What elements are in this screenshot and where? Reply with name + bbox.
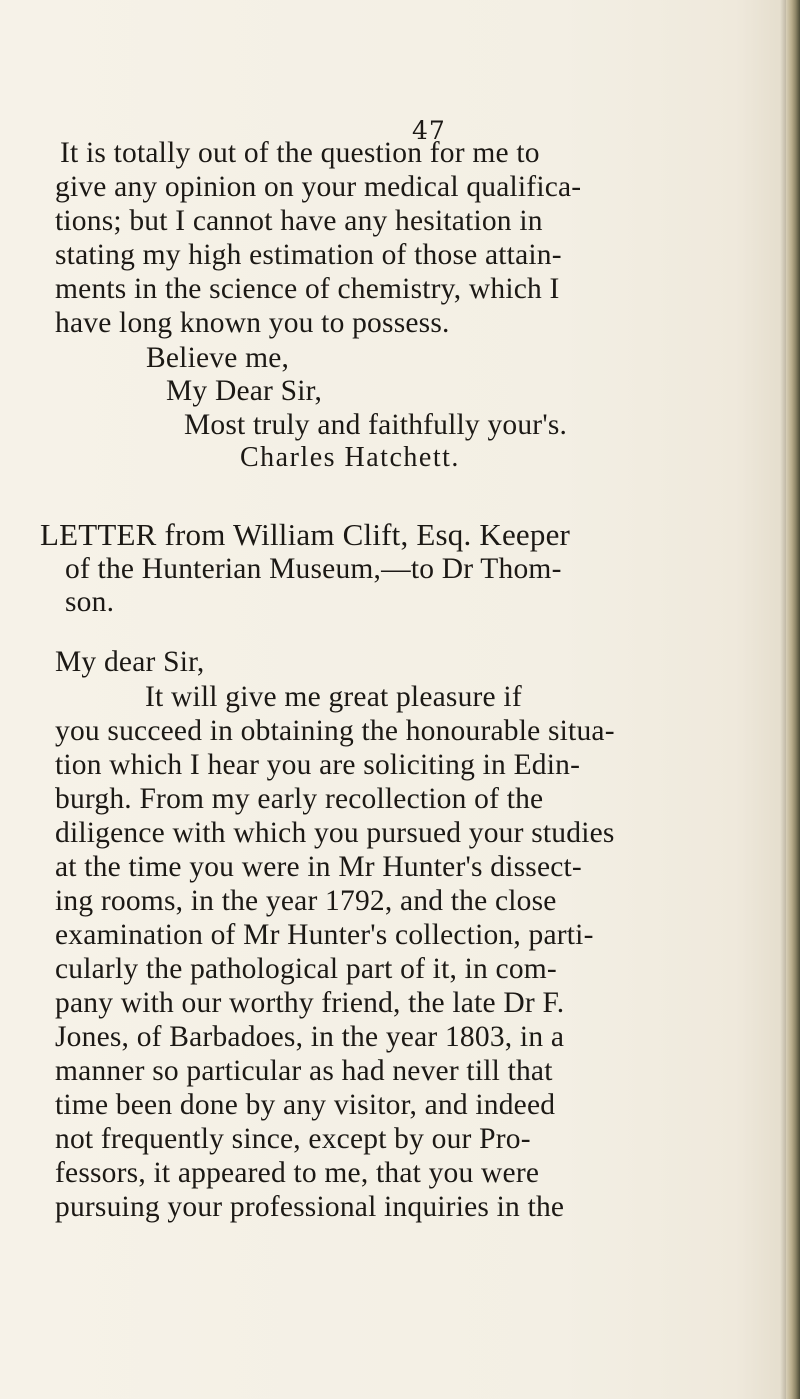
text-line: not frequently since, except by our Pro- [55,1123,531,1155]
salutation-line: My dear Sir, [55,646,205,678]
text-line: give any opinion on your medical qualifica- [55,171,582,203]
text-line: burgh. From my early recollection of the [55,783,544,815]
text-line: pursuing your professional inquiries in the [55,1191,565,1223]
text-line: It will give me great pleasure if [145,681,522,713]
text-line: ments in the science of chemistry, which I [55,273,560,305]
page-edge [786,0,800,1399]
page-number: 47 [412,116,446,145]
letter-heading: LETTER from William Clift, Esq. Keeper [40,517,571,552]
text-line: pany with our worthy friend, the late Dr F. [55,987,565,1019]
text-line: manner so particular as had never till that [55,1055,553,1087]
signature: Charles Hatchett. [240,442,460,473]
text-line: fessors, it appeared to me, that you were [55,1157,540,1189]
text-line: It is totally out of the question for me to [60,137,540,169]
text-line: at the time you were in Mr Hunter's dissect- [55,851,582,883]
text-line: diligence with which you pursued your studies [55,817,615,849]
text-line: examination of Mr Hunter's collection, parti- [55,919,594,951]
text-line: stating my high estimation of those attain- [55,239,562,271]
text-line: cularly the pathological part of it, in com- [55,953,557,985]
text-line: you succeed in obtaining the honourable situa- [55,715,615,747]
text-line: have long known you to possess. [55,307,450,339]
text-line: tions; but I cannot have any hesitation in [55,205,543,237]
letter-heading: of the Hunterian Museum,—to Dr Thom- [65,553,562,585]
text-line: ing rooms, in the year 1792, and the close [55,885,557,917]
closing-line: Believe me, [146,342,290,374]
letter-heading: son. [65,586,115,618]
text-line: Jones, of Barbadoes, in the year 1803, in a [55,1021,565,1053]
text-line: time been done by any visitor, and indeed [55,1089,556,1121]
closing-line: Most truly and faithfully your's. [184,409,568,441]
text-line: tion which I hear you are soliciting in Edin- [55,749,581,781]
salutation-line: My Dear Sir, [166,375,323,407]
